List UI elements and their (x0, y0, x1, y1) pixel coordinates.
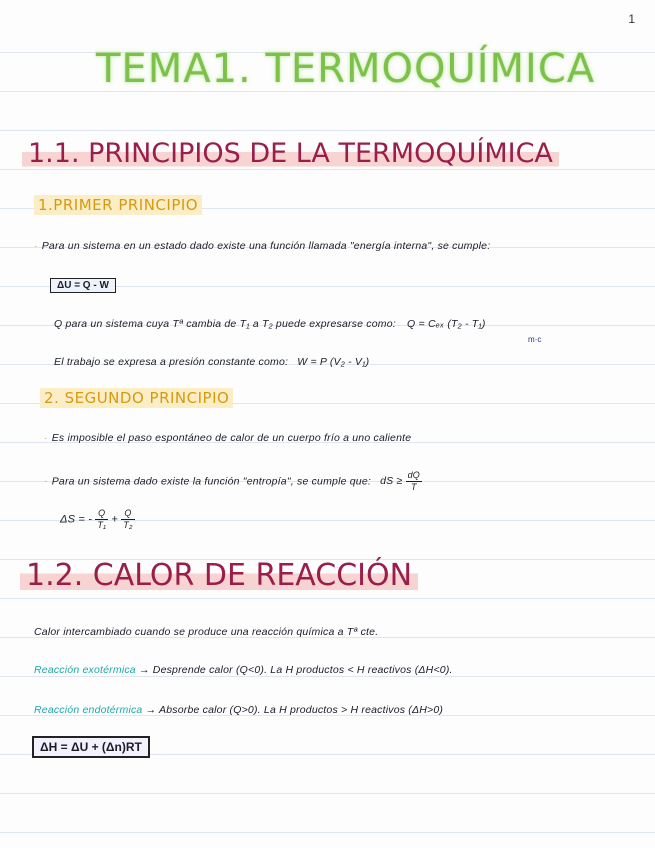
endothermic-text: → Absorbe calor (Q>0). La H productos > H reactivos (ΔH>0) (145, 704, 444, 716)
section-heading-2 (20, 558, 418, 593)
heat-text-label: Q para un sistema cuya Tª cambia de T₁ a T₂ puede expresarse como: (54, 318, 396, 330)
exothermic-text: → Desprende calor (Q<0). La H productos < H reactivos (ΔH<0). (138, 664, 453, 676)
fraction-numerator: dQ (407, 470, 420, 480)
segundo-bullet-1 (44, 432, 411, 444)
endothermic-line (34, 704, 443, 716)
enthalpy-formula-box: ΔH = ΔU + (Δn)RT (32, 736, 150, 758)
exothermic-label: Reacción exotérmica (34, 664, 136, 676)
entropy-lhs: ΔS = - (60, 513, 93, 526)
fraction-denominator: T₁ (97, 520, 107, 530)
primer-bullet-text: Para un sistema en un estado dado existe una función llamada "energía interna", se cumple: (41, 240, 491, 252)
page-number: 1 (628, 12, 635, 26)
page-title: TEMA1. TERMOQUÍMICA (96, 46, 596, 92)
entropy-inequality-fraction (406, 470, 422, 493)
primer-bullet (34, 240, 490, 252)
subsection-heading-primer-text: 1.PRIMER PRINCIPIO (34, 195, 202, 215)
fraction-numerator: Q (121, 508, 134, 520)
segundo-bullet-2 (44, 470, 422, 493)
entropy-inequality (380, 470, 422, 492)
entropy-plus: + (111, 513, 119, 526)
fraction-denominator: T (410, 482, 417, 492)
section-heading-2-text: 1.2. CALOR DE REACCIÓN (20, 558, 418, 593)
work-formula: W = P (V₂ - V₁) (297, 356, 370, 368)
entropy-fraction-1 (95, 508, 108, 531)
entropy-inequality-lhs: dS ≥ (380, 475, 403, 488)
subsection-heading-primer (34, 196, 202, 214)
heat-text (54, 318, 486, 330)
segundo-bullet-2-text: Para un sistema dado existe la función "entropía", se cumple que: (51, 475, 372, 488)
section-heading-1-text: 1.1. PRINCIPIOS DE LA TERMOQUÍMICA (22, 138, 559, 169)
fraction-denominator: T₂ (123, 520, 133, 530)
subsection-heading-segundo (40, 389, 233, 407)
entropy-fraction-2 (121, 508, 134, 531)
bullet-icon: · (34, 240, 38, 252)
section-heading-1 (22, 138, 559, 169)
bullet-icon: · (44, 432, 48, 444)
exothermic-line (34, 664, 453, 676)
segundo-bullet-1-text: Es imposible el paso espontáneo de calor de un cuerpo frío a uno caliente (51, 432, 412, 444)
heat-formula: Q = Cₑₓ (T₂ - T₁) (407, 318, 486, 330)
fraction-numerator: Q (95, 508, 108, 520)
heat-formula-note: m·c (528, 335, 542, 344)
subsection-heading-segundo-text: 2. SEGUNDO PRINCIPIO (40, 388, 233, 408)
endothermic-label: Reacción endotérmica (34, 704, 143, 716)
work-text (54, 356, 369, 368)
bullet-icon: · (44, 475, 48, 488)
reaction-heat-intro: Calor intercambiado cuando se produce una reacción química a Tª cte. (34, 626, 379, 638)
work-text-label: El trabajo se expresa a presión constante como: (54, 356, 289, 368)
first-law-formula-box: ΔU = Q - W (50, 278, 116, 293)
entropy-change-formula (60, 508, 135, 531)
